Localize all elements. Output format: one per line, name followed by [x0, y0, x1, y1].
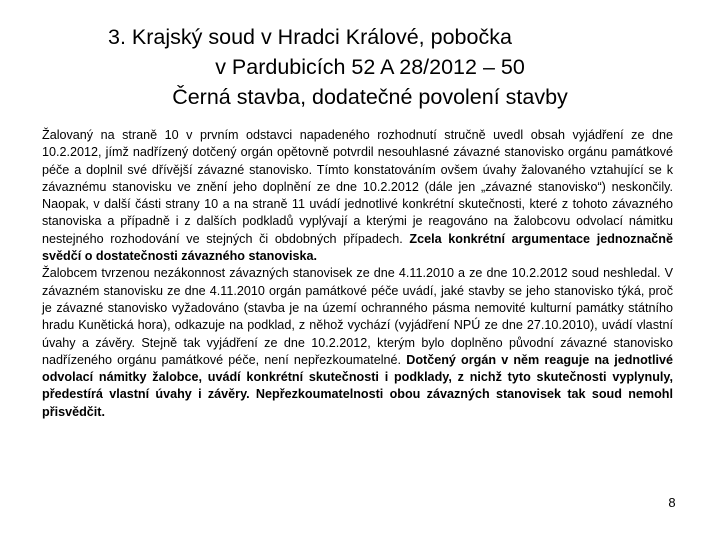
title-line-3: Černá stavba, dodatečné povolení stavby [172, 85, 568, 109]
paragraph-1-bold: Zcela konkrétní argumentace jednoznačně svědčí o dostatečnosti závazného stanoviska. [42, 231, 673, 264]
slide-body [42, 127, 673, 421]
paragraph-2 [42, 265, 673, 421]
paragraph-1 [42, 127, 673, 265]
slide-title [60, 22, 680, 112]
title-line-1: 3. Krajský soud v Hradci Králové, pobočka [108, 25, 512, 49]
title-line-2: v Pardubicích 52 A 28/2012 – 50 [215, 55, 525, 79]
paragraph-2-bold: Dotčený orgán v něm reaguje na jednotlivé odvolací námitky žalobce, uvádí konkrétní skutečnosti i podklady, z nichž tyto skutečnosti vyplynuly, předestírá vlastní úvahy i závěry. Nepřezkoumatelnosti obou závazných stanovisek tak soud nemohl přisvědčit. [42, 352, 673, 419]
page-number: 8 [668, 495, 676, 510]
paragraph-1-text: Žalovaný na straně 10 v prvním odstavci napadeného rozhodnutí stručně uvedl obsah vyjádření ze dne 10.2.2012, jímž nadřízený dotčený orgán opětovně potvrdil nesouhlasné závazné stanovisko orgánu památkové péče a doplnil své dřívější závazné stanovisko. Tímto konstatováním ovšem úvahy žalovaného vztahující se k závaznému stanovisku ve znění jeho doplnění ze dne 10.2.2012 (dále jen „závazné stanovisko“) neskončily. Naopak, v další části strany 10 a na straně 11 uvádí jednotlivé konkrétní skutečnosti, které z tohoto závazného stanoviska a případně i z dalších podkladů vyplývají a kterými je reagováno na žalobcovu odvolací námitku nestejného rozhodování ve stejných či obdobných případech. [42, 128, 673, 246]
paragraph-2-text: Žalobcem tvrzenou nezákonnost závazných stanovisek ze dne 4.11.2010 a ze dne 10.2.2012 soud neshledal. V závazném stanovisku ze dne 4.11.2010 orgán památkové péče uvádí, jaké stavby se jeho stanovisko týká, proč je závazné stanovisko vyžadováno (stavba je na území ochranného pásma nemovité kulturní památky státního hradu Kunětická hora), odkazuje na podklad, z něhož vychází (vyjádření NPÚ ze dne 27.10.2010), uvádí vlastní úvahy a závěry. Stejně tak vyjádření ze dne 10.2.2012, kterým bylo doplněno původní závazné stanovisko nadřízeného orgánu památkové péče, není nepřezkoumatelné. [42, 266, 673, 367]
